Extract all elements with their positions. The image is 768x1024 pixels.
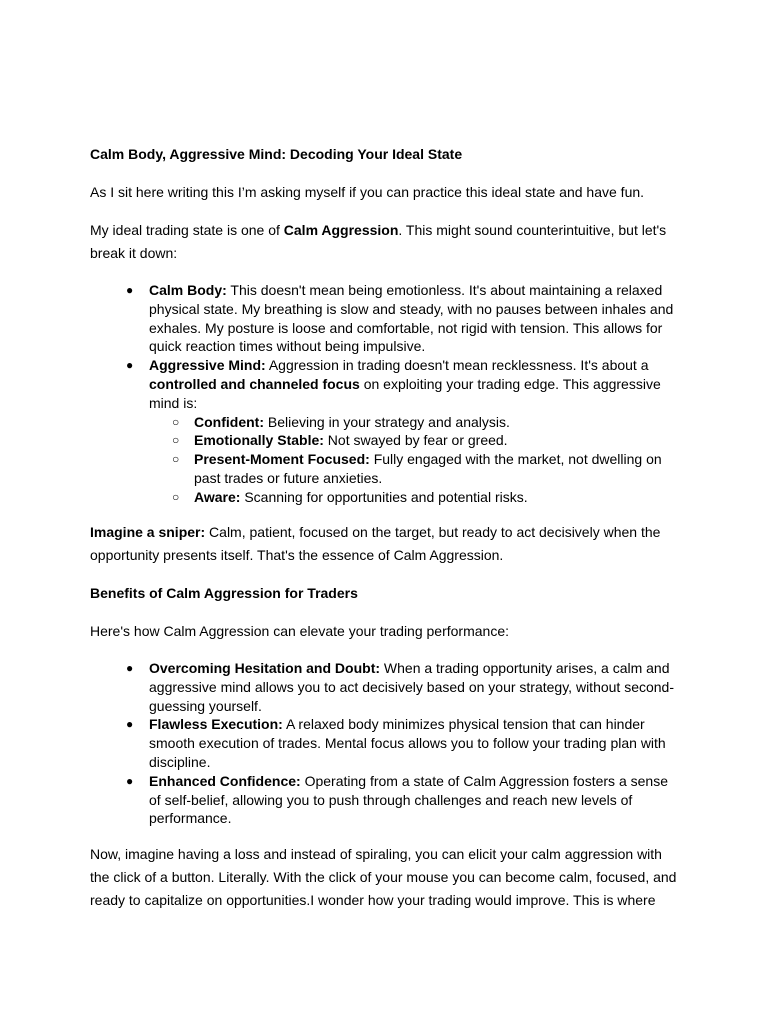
list-item-text: When a trading opportunity arises, a calm and aggressive mind allows you to act decisively based on your strategy, without second-guessing yourself. (149, 660, 675, 714)
aggressive-mind-sublist (149, 413, 682, 507)
list-item (90, 715, 682, 771)
list-item (90, 356, 682, 506)
list-item-text: Operating from a state of Calm Aggression fosters a sense of self-belief, allowing you to push through challenges and reach new levels of performance. (149, 772, 668, 827)
sniper-label: Imagine a sniper: (90, 524, 206, 540)
list-item-text: This doesn't mean being emotionless. It's about maintaining a relaxed physical state. My breathing is slow and steady, with no pauses between inhales and exhales. My posture is loose and comfortable, not rigid with tension. This allows for quick reaction times without being impulsive. (149, 282, 674, 355)
ideal-state-text-after: . This might sound counterintuitive, but let's break it down: (90, 222, 667, 261)
list-item-label: Calm Body: (149, 282, 227, 298)
sub-list-item-label: Confident: (194, 413, 264, 430)
list-item-label: Flawless Execution: (149, 716, 283, 733)
benefits-heading: Benefits of Calm Aggression for Traders (90, 585, 358, 601)
list-item-label: Overcoming Hesitation and Doubt: (149, 660, 381, 676)
sub-list-item (149, 450, 682, 488)
sub-list-item-text: Believing in your strategy and analysis. (263, 413, 510, 430)
intro-paragraph: As I sit here writing this I’m asking myself if you can practice this ideal state and have fun. (90, 184, 645, 200)
list-item (90, 772, 682, 828)
list-item-text: Aggression in trading doesn't mean recklessness. It's about a (265, 357, 649, 374)
sub-list-item (149, 413, 682, 432)
sub-list-item-label: Aware: (194, 488, 241, 505)
list-item-label: Aggressive Mind: (149, 357, 266, 374)
closing-paragraph: Now, imagine having a loss and instead of spiraling, you can elicit your calm aggression with the click of a button. Literally. With the click of your mouse you can become calm, focused, and ready to capitalize on opportunities.I wonder how your trading would improve. This is where (90, 846, 677, 908)
list-item-text: A relaxed body minimizes physical tension that can hinder smooth execution of trades. Mental focus allows you to follow your trading plan with discipline. (149, 716, 666, 770)
sub-list-item (149, 431, 682, 450)
ideal-state-bold: Calm Aggression (283, 222, 399, 238)
benefits-bullet-list (90, 659, 682, 828)
ideal-state-paragraph (90, 219, 682, 265)
sniper-text: Calm, patient, focused on the target, but ready to act decisively when the opportunity presents itself. That's the essence of Calm Aggression. (90, 524, 661, 563)
list-item (90, 281, 682, 356)
list-item-bold: controlled and channeled focus (149, 375, 360, 392)
sub-list-item-label: Present-Moment Focused: (194, 451, 370, 468)
sub-list-item-text: Fully engaged with the market, not dwelling on past trades or future anxieties. (194, 451, 662, 486)
sub-list-item-text: Scanning for opportunities and potential risks. (240, 488, 528, 505)
sub-list-item (149, 488, 682, 507)
list-item (90, 659, 682, 715)
document-title: Calm Body, Aggressive Mind: Decoding Your Ideal State (90, 146, 463, 162)
state-bullet-list (90, 281, 682, 507)
list-item-label: Enhanced Confidence: (149, 772, 301, 789)
sub-list-item-text: Not swayed by fear or greed. (323, 432, 508, 449)
ideal-state-text-before: My ideal trading state is one of (90, 222, 284, 238)
benefits-intro-paragraph: Here's how Calm Aggression can elevate your trading performance: (90, 623, 509, 639)
sniper-paragraph (90, 521, 682, 567)
sub-list-item-label: Emotionally Stable: (194, 432, 324, 449)
list-item-text: on exploiting your trading edge. This aggressive mind is: (149, 375, 661, 411)
